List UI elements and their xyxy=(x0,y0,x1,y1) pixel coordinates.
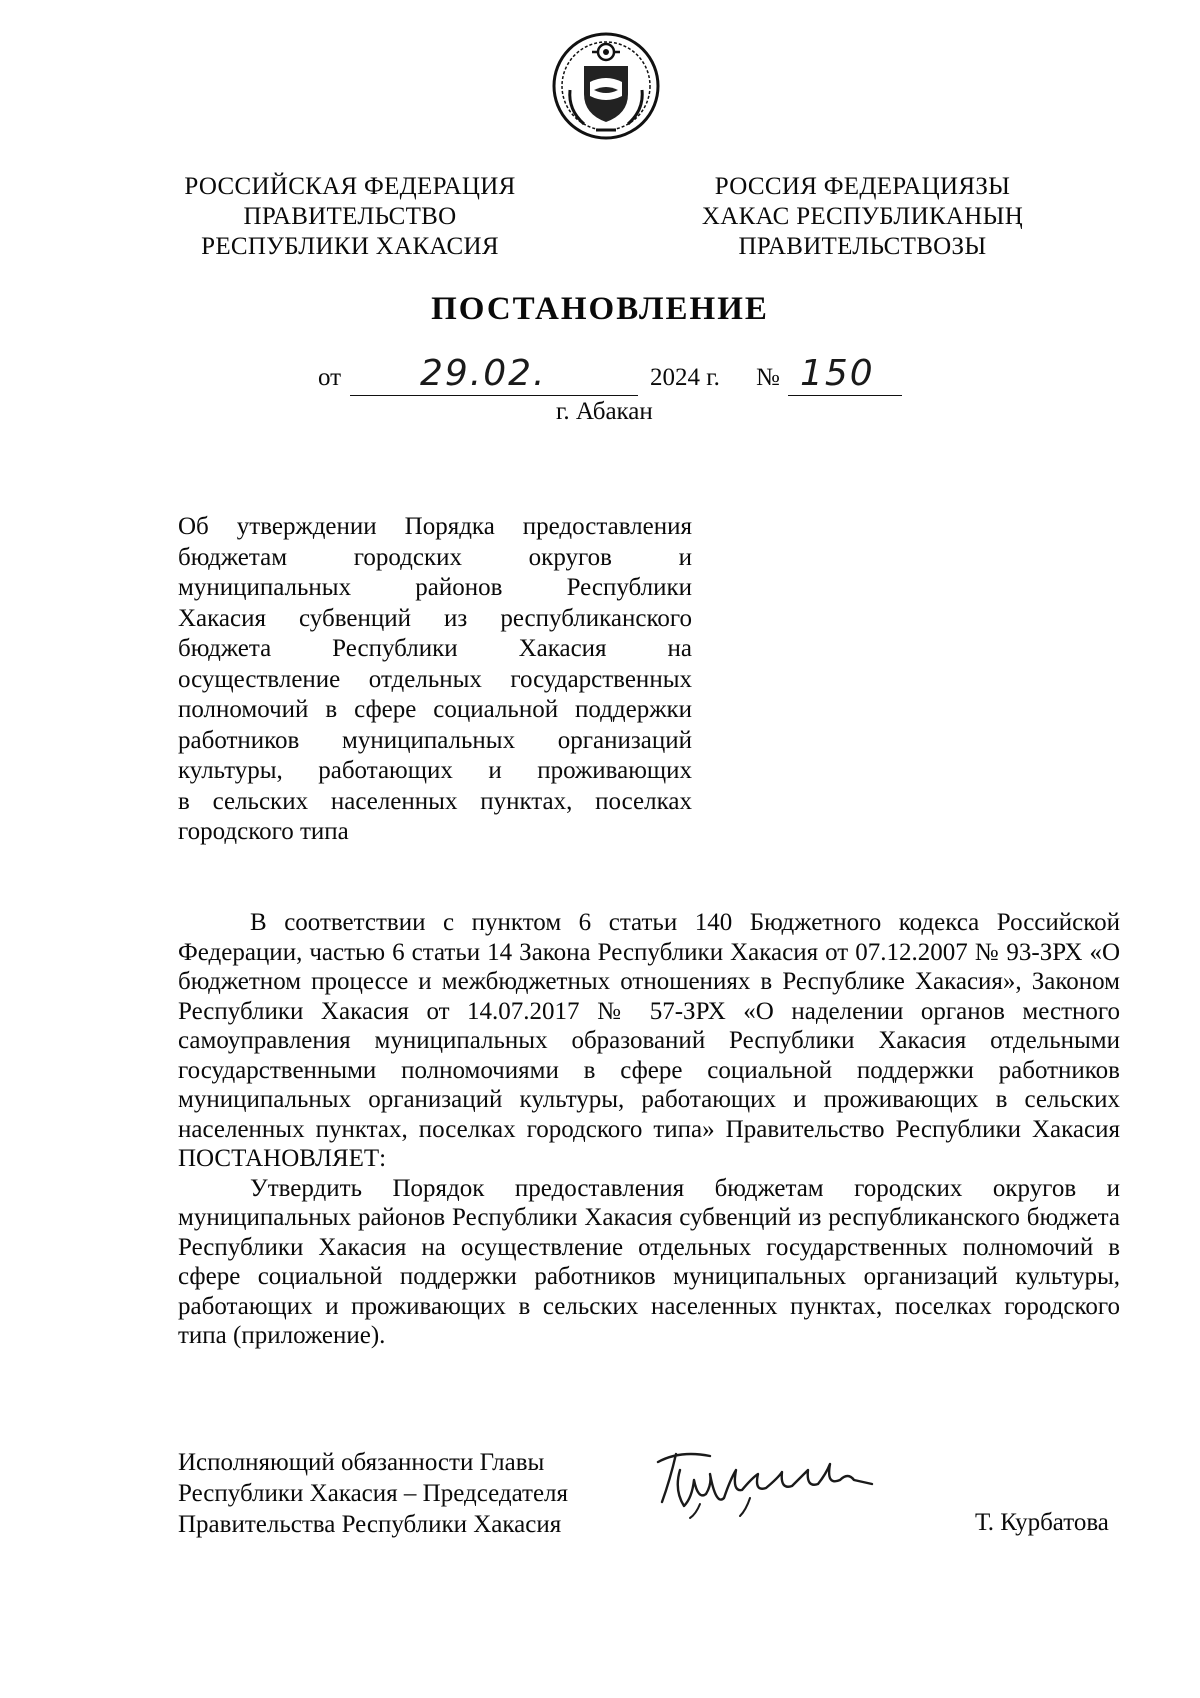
number-handwritten: 150 xyxy=(800,353,875,394)
header-right-line-2: ХАКАС РЕСПУБЛИКАНЫҢ xyxy=(701,203,1024,230)
number-underline xyxy=(788,395,902,396)
handwritten-signature-icon xyxy=(640,1440,900,1520)
subject-line: в сельских населенных пунктах, поселках xyxy=(178,787,692,815)
khakassia-coat-of-arms-icon xyxy=(550,30,662,142)
header-left xyxy=(150,172,550,262)
subject-block xyxy=(178,512,692,848)
position-line: Республики Хакасия – Председателя xyxy=(178,1480,569,1507)
position-line: Правительства Республики Хакасия xyxy=(178,1511,562,1538)
subject-line: городского типа xyxy=(178,818,349,845)
subject-line: бюджетам городских округов и xyxy=(178,543,692,571)
signer-name: Т. Курбатова xyxy=(975,1509,1109,1536)
subject-line: полномочий в сфере социальной поддержки xyxy=(178,696,692,723)
document-title: ПОСТАНОВЛЕНИЕ xyxy=(431,291,769,327)
subject-line: работников муниципальных организаций xyxy=(178,726,692,754)
city-label: г. Абакан xyxy=(556,398,653,425)
subject-line: бюджета Республики Хакасия на xyxy=(178,635,692,662)
header-right-line-1: РОССИЯ ФЕДЕРАЦИЯЗЫ xyxy=(714,173,1011,200)
subject-line: Хакасия субвенций из республиканского xyxy=(178,604,692,632)
date-handwritten: 29.02. xyxy=(420,353,547,394)
date-prefix: от xyxy=(318,364,342,391)
year-label: 2024 г. xyxy=(650,364,720,391)
number-sign: № xyxy=(756,364,780,391)
date-number-line xyxy=(0,353,1200,396)
header-left-line-1: РОССИЙСКАЯ ФЕДЕРАЦИЯ xyxy=(184,173,516,200)
header-right xyxy=(660,172,1065,262)
header-right-line-3: ПРАВИТЕЛЬСТВОЗЫ xyxy=(738,233,987,260)
body-text xyxy=(178,908,1120,1351)
body-paragraph-1: В соответствии с пунктом 6 статьи 140 Бюджетного кодекса Российской Федерации, частью 6 статьи 14 Закона Республики Хакасия от 07.12.2007 № 93-ЗРХ «О бюджетном процессе и межбюджетных отношениях в Республике Хакасия», Законом Республики Хакасия от 14.07.2017 № 57-ЗРХ «О наделении органов местного самоуправления муниципальных образований Республики Хакасия отдельными государственными полномочиями в сфере социальной поддержки работников муниципальных организаций культуры, работающих и проживающих в сельских населенных пунктах, поселках городского типа» Правительство Республики Хакасия ПОСТАНОВЛЯЕТ: xyxy=(178,909,1120,1172)
body-paragraph-2: Утвердить Порядок предоставления бюджетам городских округов и муниципальных районов Республики Хакасия субвенций из республиканского бюджета Республики Хакасия на осуществление отдельных государственных полномочий в сфере социальной поддержки работников муниципальных организаций культуры, работающих и проживающих в сельских населенных пунктах, поселках городского типа (приложение). xyxy=(178,1174,1120,1349)
subject-line: осуществление отдельных государственных xyxy=(178,665,692,693)
position-line: Исполняющий обязанности Главы xyxy=(178,1449,545,1476)
date-underline xyxy=(350,395,638,396)
subject-line: муниципальных районов Республики xyxy=(178,574,692,601)
subject-line: культуры, работающих и проживающих xyxy=(178,757,692,784)
signatory-position xyxy=(178,1447,568,1540)
header-left-line-2: ПРАВИТЕЛЬСТВО xyxy=(243,203,457,230)
header-left-line-3: РЕСПУБЛИКИ ХАКАСИЯ xyxy=(201,233,499,260)
subject-line: Об утверждении Порядка предоставления xyxy=(178,513,692,540)
